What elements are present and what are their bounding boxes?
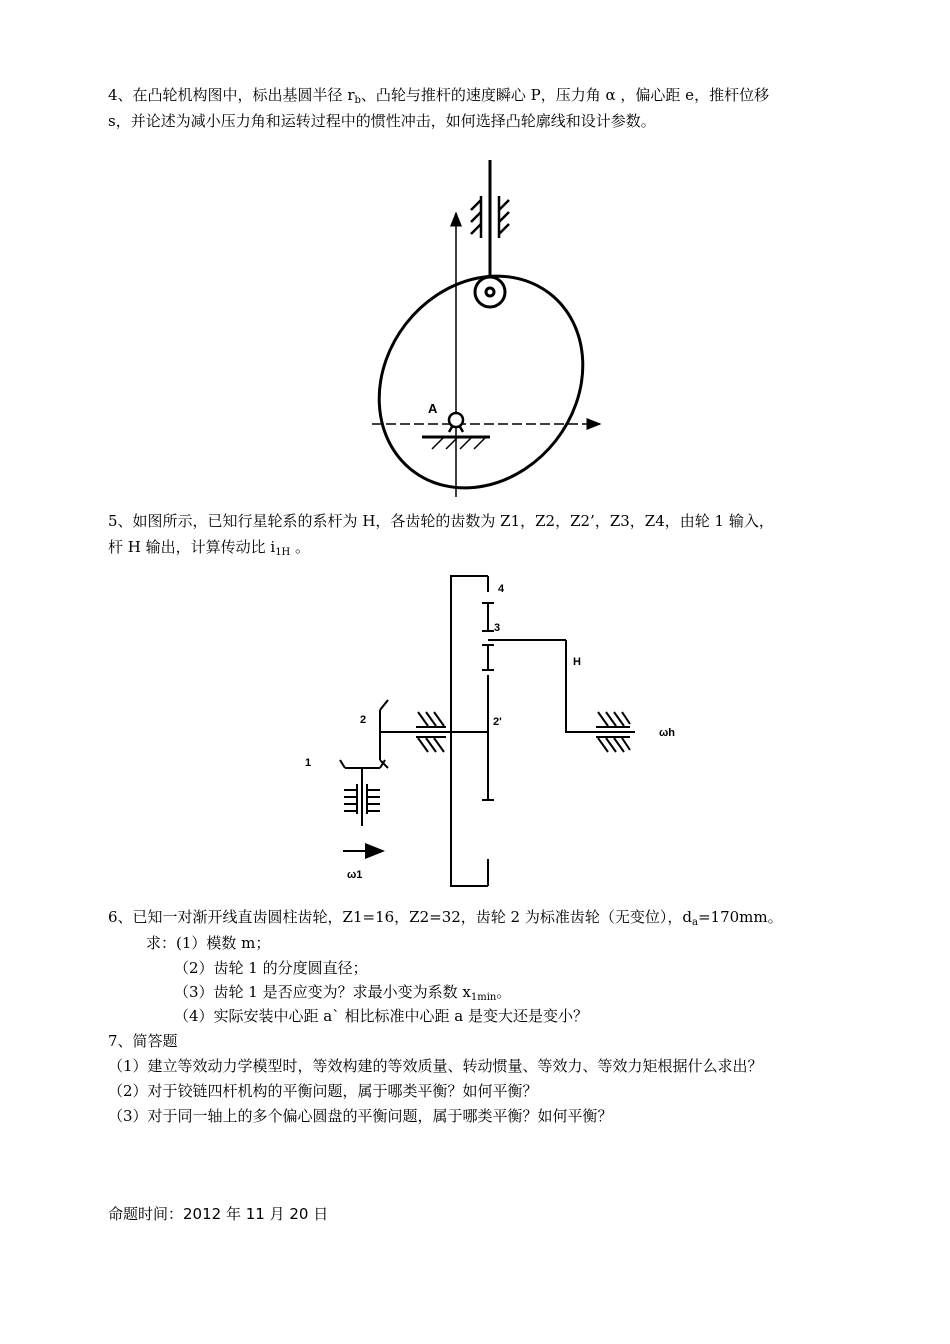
label-gear-4: 4 [498,583,505,595]
q4-text [108,82,868,134]
q4-line1-post: 、凸轮与推杆的速度瞬心 P，压力角 α ，偏心距 e，推杆位移 [360,86,770,104]
q5-line1: 5、如图所示，已知行星轮系的系杆为 H，各齿轮的齿数为 Z1，Z2，Z2’，Z3，Z4，由轮 1 输入， [108,512,774,530]
q4-line1-pre: 4、在凸轮机构图中，标出基圆半径 r [108,86,355,104]
label-gear-2: 2 [360,714,367,726]
q6-ask: 求：(1）模数 m； [146,934,271,952]
q6-x-sub: 1min [470,992,497,1003]
label-gear-1: 1 [305,757,312,769]
cam-profile [370,235,620,505]
q5-i-sub: 1H [275,547,291,558]
q6-da-sub: a [691,917,698,928]
q4-rb-sub: b [354,95,361,106]
q7-item-3: （3）对于同一轴上的多个偏心圆盘的平衡问题，属于哪类平衡？如何平衡？ [108,1107,613,1125]
q7-item-1: （1）建立等效动力学模型时，等效构建的等效质量、转动惯量、等效力、等效力矩根据什么求出？ [108,1057,763,1075]
label-carrier-H: H [573,656,581,668]
label-gear-3: 3 [494,622,501,634]
q7-item-2: （2）对于铰链四杆机构的平衡问题，属于哪类平衡？如何平衡？ [108,1082,538,1100]
q5-line2-pre: 杆 H 输出，计算传动比 i [108,538,276,556]
q7-title: 7、简答题 [108,1032,178,1050]
label-gear-2prime: 2' [493,716,502,728]
q6-sub3-pre: （3）齿轮 1 是否应变为？求最小变为系数 x [174,983,471,1001]
label-omega-h: ωh [659,727,676,739]
q4-line2: s，并论述为减小压力角和运转过程中的惯性冲击，如何选择凸轮廓线和设计参数。 [108,112,656,130]
q6-line1-post: =170mm。 [697,908,783,926]
q6-sub4: （4）实际安装中心距 a` 相比标准中心距 a 是变大还是变小？ [174,1007,589,1025]
q6-sub3-post: 。 [496,983,512,1001]
carrier-H [566,640,635,732]
roller-pin [486,288,494,296]
q6-sub3 [174,981,511,1003]
q6-line1 [108,906,783,928]
cam-label-A: A [428,401,438,416]
label-omega-1: ω1 [347,869,363,881]
q5-line2-post: 。 [290,538,311,556]
cam-mechanism-figure [370,155,620,505]
q5-text [108,508,868,560]
exam-date: 命题时间：2012 年 11 月 20 日 [108,1205,329,1223]
q6-sub2: （2）齿轮 1 的分度圆直径； [174,959,368,977]
planetary-gear-train-figure [295,565,685,895]
q6-line1-pre: 6、已知一对渐开线直齿圆柱齿轮，Z1=16，Z2=32，齿轮 2 为标准齿轮（无变位），d [108,908,692,926]
